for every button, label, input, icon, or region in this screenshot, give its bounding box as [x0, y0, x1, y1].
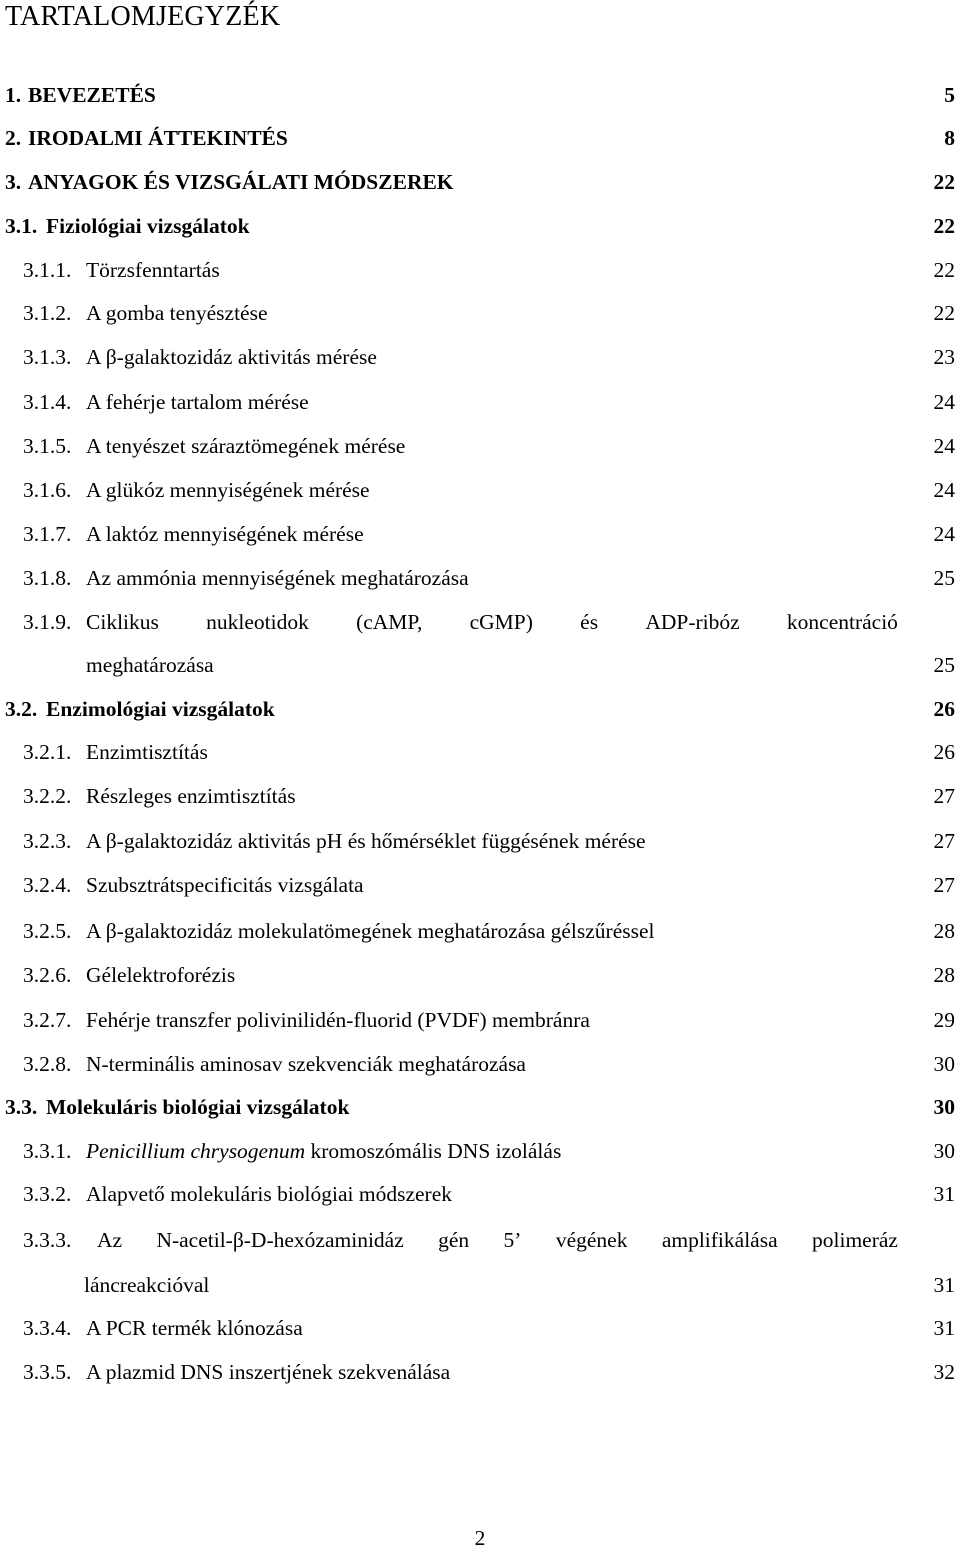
toc-entry-number: 3.2.: [5, 697, 38, 721]
toc-entry[interactable]: [0, 80, 960, 110]
toc-entry-page: 25: [933, 566, 955, 590]
toc-entry-page: 24: [933, 522, 955, 546]
toc-entry[interactable]: [0, 519, 960, 549]
toc-entry-title: A β-galaktozidáz molekulatömegének meghatározása gélszűréssel: [86, 919, 655, 943]
toc-entry-page: 26: [933, 740, 955, 764]
toc-entry[interactable]: [0, 1049, 960, 1079]
toc-entry-page: 29: [933, 1008, 955, 1032]
toc-entry-number: 1.: [5, 83, 22, 107]
toc-entry[interactable]: [0, 960, 960, 990]
toc-entry-page: 27: [933, 829, 955, 853]
toc-entry-number: 3.2.1.: [23, 740, 72, 764]
toc-entry-page: 24: [933, 478, 955, 502]
toc-entry[interactable]: [0, 781, 960, 811]
toc-entry[interactable]: [0, 1225, 960, 1255]
toc-entry-word: N-acetil-β-D-hexózaminidáz: [156, 1228, 404, 1252]
toc-entry-page: 27: [933, 873, 955, 897]
toc-entry-page: 27: [933, 784, 955, 808]
toc-entry-word: polimeráz: [812, 1228, 898, 1252]
toc-entry-number: 3.2.5.: [23, 919, 72, 943]
toc-entry-page: 25: [933, 653, 955, 677]
toc-entry-number: 3.1.6.: [23, 478, 72, 502]
toc-entry-page: 28: [933, 919, 955, 943]
toc-entry[interactable]: [0, 475, 960, 505]
toc-entry-title: A laktóz mennyiségének mérése: [86, 522, 364, 546]
toc-entry-number: 3.3.3.: [23, 1228, 72, 1252]
toc-entry-word: végének: [555, 1228, 628, 1252]
toc-entry[interactable]: [0, 870, 960, 900]
toc-entry[interactable]: [0, 1136, 960, 1166]
toc-entry-number: 3.1.9.: [23, 610, 72, 634]
toc-entry-title: A PCR termék klónozása: [86, 1316, 303, 1340]
toc-entry-title: BEVEZETÉS: [28, 83, 156, 107]
toc-entry[interactable]: [0, 1005, 960, 1035]
toc-entry-title: [86, 1136, 561, 1166]
toc-entry[interactable]: [0, 1179, 960, 1209]
toc-entry-page: 30: [933, 1095, 955, 1119]
toc-entry-title: Gélelektroforézis: [86, 963, 236, 987]
page-title: TARTALOMJEGYZÉK: [5, 1, 281, 32]
toc-entry-title: A tenyészet száraztömegének mérése: [86, 434, 406, 458]
toc-entry-page: 30: [933, 1139, 955, 1163]
toc-entry-number: 3.1.3.: [23, 345, 72, 369]
toc-entry-number: 3.3.1.: [23, 1139, 72, 1163]
toc-entry-title: [86, 607, 898, 637]
toc-entry-page: 31: [933, 1182, 955, 1206]
toc-entry-title: Részleges enzimtisztítás: [86, 784, 296, 808]
toc-entry[interactable]: [0, 1313, 960, 1343]
toc-entry-word: gén: [438, 1228, 470, 1252]
toc-entry-page: 23: [933, 345, 955, 369]
toc-entry-word: Az: [97, 1228, 123, 1252]
toc-entry-title: láncreakcióval: [84, 1273, 210, 1297]
toc-entry-title: IRODALMI ÁTTEKINTÉS: [28, 126, 288, 150]
toc-entry-page: 22: [933, 170, 955, 194]
toc-entry-title: A glükóz mennyiségének mérése: [86, 478, 370, 502]
toc-entry[interactable]: [0, 916, 960, 946]
toc-entry[interactable]: [0, 255, 960, 285]
toc-entry[interactable]: [0, 563, 960, 593]
toc-entry-word: 5’: [503, 1228, 522, 1252]
toc-entry[interactable]: [0, 826, 960, 856]
toc-entry-number: 3.3.: [5, 1095, 38, 1119]
toc-entry-title: Szubsztrátspecificitás vizsgálata: [86, 873, 364, 897]
toc-entry-number: 3.1.1.: [23, 258, 72, 282]
toc-entry-title: A plazmid DNS inszertjének szekvenálása: [86, 1360, 451, 1384]
toc-entry[interactable]: [0, 1357, 960, 1387]
toc-entry-title: Az ammónia mennyiségének meghatározása: [86, 566, 469, 590]
toc-entry-number: 3.3.2.: [23, 1182, 72, 1206]
toc-entry-title: Enzimtisztítás: [86, 740, 208, 764]
toc-entry-page: 30: [933, 1052, 955, 1076]
toc-entry-page: 24: [933, 390, 955, 414]
toc-entry-title: A gomba tenyésztése: [86, 301, 268, 325]
toc-entry-title: Fiziológiai vizsgálatok: [46, 214, 250, 238]
toc-entry-page: 31: [933, 1316, 955, 1340]
toc-entry-page: 24: [933, 434, 955, 458]
toc-entry-page: 32: [933, 1360, 955, 1384]
toc-entry[interactable]: [0, 387, 960, 417]
toc-entry[interactable]: [0, 123, 960, 153]
toc-entry-page: 5: [944, 83, 955, 107]
toc-entry[interactable]: [0, 431, 960, 461]
toc-entry[interactable]: [0, 211, 960, 241]
toc-entry[interactable]: [0, 298, 960, 328]
toc-entry-title: [97, 1225, 898, 1255]
toc-entry-page: 26: [933, 697, 955, 721]
toc-entry-title: Törzsfenntartás: [86, 258, 220, 282]
toc-entry-page: 28: [933, 963, 955, 987]
toc-entry-number: 3.3.5.: [23, 1360, 72, 1384]
toc-entry-number: 3.3.4.: [23, 1316, 72, 1340]
toc-entry-number: 3.1.7.: [23, 522, 72, 546]
toc-entry-title: A fehérje tartalom mérése: [86, 390, 309, 414]
toc-entry[interactable]: [0, 1270, 960, 1300]
page-number: 2: [474, 1526, 486, 1550]
toc-entry-title-rest: kromoszómális DNS izolálás: [305, 1139, 562, 1163]
toc-entry-page: 31: [933, 1273, 955, 1297]
toc-entry-number: 3.2.2.: [23, 784, 72, 808]
toc-entry-title: Alapvető molekuláris biológiai módszerek: [86, 1182, 453, 1206]
toc-entry-number: 3.2.3.: [23, 829, 72, 853]
toc-entry-word: amplifikálása: [661, 1228, 778, 1252]
toc-entry[interactable]: [0, 650, 960, 680]
toc-entry[interactable]: [0, 737, 960, 767]
toc-entry-page: 22: [933, 301, 955, 325]
toc-entry-title: Fehérje transzfer polivinilidén-fluorid (PVDF) membránra: [86, 1008, 590, 1032]
toc-entry[interactable]: [0, 694, 960, 724]
toc-entry-number: 3.1.8.: [23, 566, 72, 590]
toc-entry-title: A β-galaktozidáz aktivitás mérése: [86, 345, 377, 369]
toc-entry-number: 2.: [5, 126, 22, 150]
toc-entry-number: 3.: [5, 170, 22, 194]
toc-entry-title: Molekuláris biológiai vizsgálatok: [46, 1095, 350, 1119]
toc-entry-word: (cAMP,: [356, 610, 423, 634]
toc-entry-title: Enzimológiai vizsgálatok: [46, 697, 275, 721]
toc-entry-title: N-terminális aminosav szekvenciák meghatározása: [86, 1052, 526, 1076]
toc-entry-number: 3.1.5.: [23, 434, 72, 458]
toc-entry-number: 3.2.6.: [23, 963, 72, 987]
toc-entry-number: 3.1.4.: [23, 390, 72, 414]
toc-entry-number: 3.2.8.: [23, 1052, 72, 1076]
toc-entry-number: 3.2.7.: [23, 1008, 72, 1032]
toc-entry-number: 3.1.: [5, 214, 38, 238]
toc-entry-number: 3.1.2.: [23, 301, 72, 325]
toc-entry-word: Ciklikus: [86, 610, 159, 634]
toc-entry-word: nukleotidok: [206, 610, 309, 634]
toc-entry-word: koncentráció: [786, 610, 898, 634]
toc-entry-word: és: [580, 610, 599, 634]
toc-entry[interactable]: [0, 607, 960, 637]
toc-entry-page: 22: [933, 214, 955, 238]
toc-entry-title: ANYAGOK ÉS VIZSGÁLATI MÓDSZEREK: [28, 170, 454, 194]
toc-entry-word: cGMP): [469, 610, 533, 634]
toc-entry-title: meghatározása: [86, 653, 214, 677]
toc-entry[interactable]: [0, 167, 960, 197]
toc-entry-title: A β-galaktozidáz aktivitás pH és hőmérséklet függésének mérése: [86, 829, 646, 853]
toc-entry[interactable]: [0, 1092, 960, 1122]
toc-entry-word: ADP-ribóz: [645, 610, 740, 634]
toc-entry-number: 3.2.4.: [23, 873, 72, 897]
toc-entry-page: 8: [944, 126, 955, 150]
toc-entry-page: 22: [933, 258, 955, 282]
toc-entry[interactable]: [0, 342, 960, 372]
toc-entry-title-italic: Penicillium chrysogenum: [86, 1139, 306, 1163]
